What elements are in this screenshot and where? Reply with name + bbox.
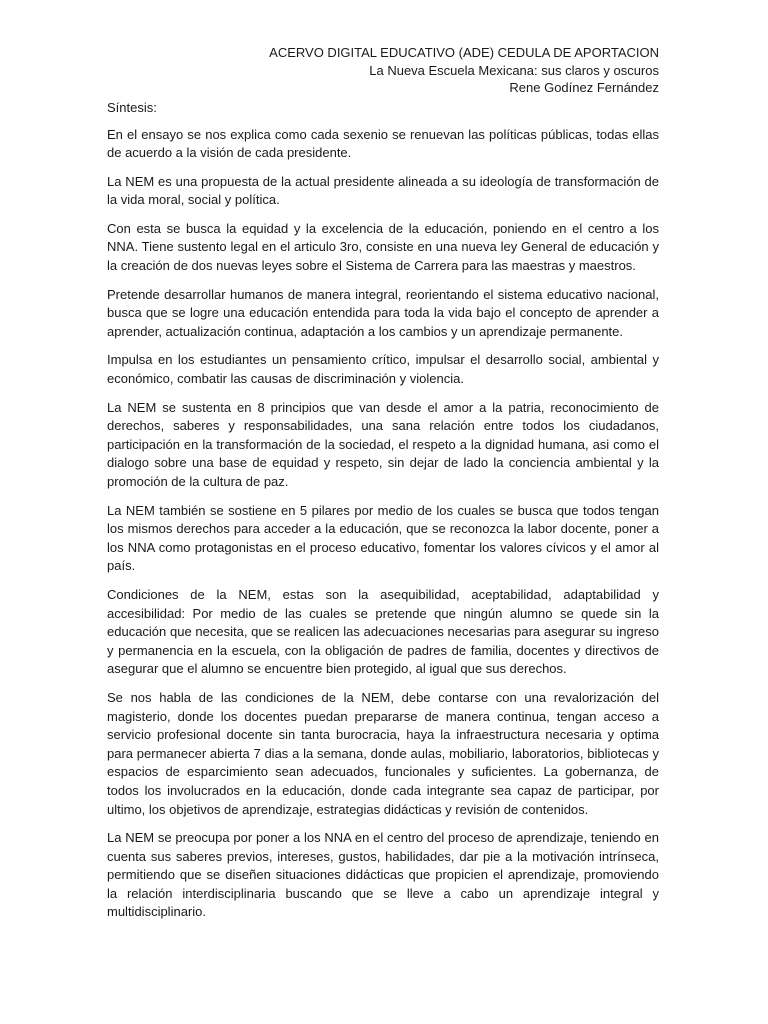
paragraph-1: En el ensayo se nos explica como cada sexenio se renuevan las políticas públicas, todas ellas de acuerdo a la visión de cada presidente. (107, 126, 659, 161)
paragraph-2: La NEM es una propuesta de la actual presidente alineada a su ideología de transformación de la vida moral, social y política. (107, 173, 659, 208)
document-page (107, 44, 659, 932)
paragraph-10: La NEM se preocupa por poner a los NNA en el centro del proceso de aprendizaje, teniendo en cuenta sus saberes previos, intereses, gustos, habilidades, dar pie a la motivación intrínseca, permitiendo que se diseñen situaciones didácticas que propicien el aprendizaje, promoviendo la relación interdisciplinaria buscando que se lleve a cabo un aprendizaje integral y multidisciplinario. (107, 830, 659, 920)
synthesis-label: Síntesis: (107, 99, 157, 115)
paragraph-6: La NEM se sustenta en 8 principios que van desde el amor a la patria, reconocimiento de derechos, saberes y responsabilidades, una sana relación entre todos los ciudadanos, participación en la transformación de la sociedad, el respeto a la dignidad humana, asi como el dialogo sobre una base de equidad y respeto, sin dejar de lado la conciencia ambiental y la promoción de la cultura de paz. (107, 399, 659, 489)
paragraph-3: Con esta se busca la equidad y la excelencia de la educación, poniendo en el centro a los NNA. Tiene sustento legal en el articulo 3ro, consiste en una nueva ley General de educación y la creación de dos nuevas leyes sobre el Sistema de Carrera para las maestras y maestros. (107, 220, 659, 274)
header-subtitle: La Nueva Escuela Mexicana: sus claros y oscuros (369, 62, 659, 78)
paragraph-4: Pretende desarrollar humanos de manera integral, reorientando el sistema educativo nacional, busca que se logre una educación entendida para toda la vida bajo el concepto de aprender a aprender, actualización continua, adaptación a los cambios y un aprendizaje permanente. (107, 286, 659, 339)
header-title: ACERVO DIGITAL EDUCATIVO (ADE) CEDULA DE APORTACION (269, 45, 659, 60)
paragraph-7: La NEM también se sostiene en 5 pilares por medio de los cuales se busca que todos tengan los mismos derechos para acceder a la educación, que se reconozca la labor docente, poner a los NNA como protagonistas en el proceso educativo, fomentar los valores cívicos y el amor al país. (107, 502, 659, 574)
header-author: Rene Godínez Fernández (509, 80, 659, 95)
paragraph-8: Condiciones de la NEM, estas son la asequibilidad, aceptabilidad, adaptabilidad y accesibilidad: Por medio de las cuales se pretende que ningún alumno se quede sin la educación que necesita, que se realicen las adecuaciones necesarias para asegurar su ingreso y permanencia en la escuela, con la obligación de padres de familia, docentes y directivos de asegurar que el alumno se encuentre bien protegido, al igual que sus derechos. (107, 586, 659, 677)
document-header (107, 44, 659, 97)
paragraph-5: Impulsa en los estudiantes un pensamiento crítico, impulsar el desarrollo social, ambiental y económico, combatir las causas de discriminación y violencia. (107, 352, 659, 387)
paragraph-9: Se nos habla de las condiciones de la NEM, debe contarse con una revalorización del magisterio, donde los docentes puedan prepararse de manera continua, tengan acceso a servicio profesional docente sin tanta burocracia, haya la infraestructura necesaria y optima para permanecer abierta 7 dias a la semana, donde aulas, mobiliario, laboratorios, bibliotecas y espacios de esparcimiento sean adecuados, funcionales y suficientes. La gobernanza, de todos los involucrados en la educación, donde cada integrante sea capaz de participar, por ultimo, los objetivos de aprendizaje, estrategias didácticas y revisión de contenidos. (107, 689, 659, 817)
